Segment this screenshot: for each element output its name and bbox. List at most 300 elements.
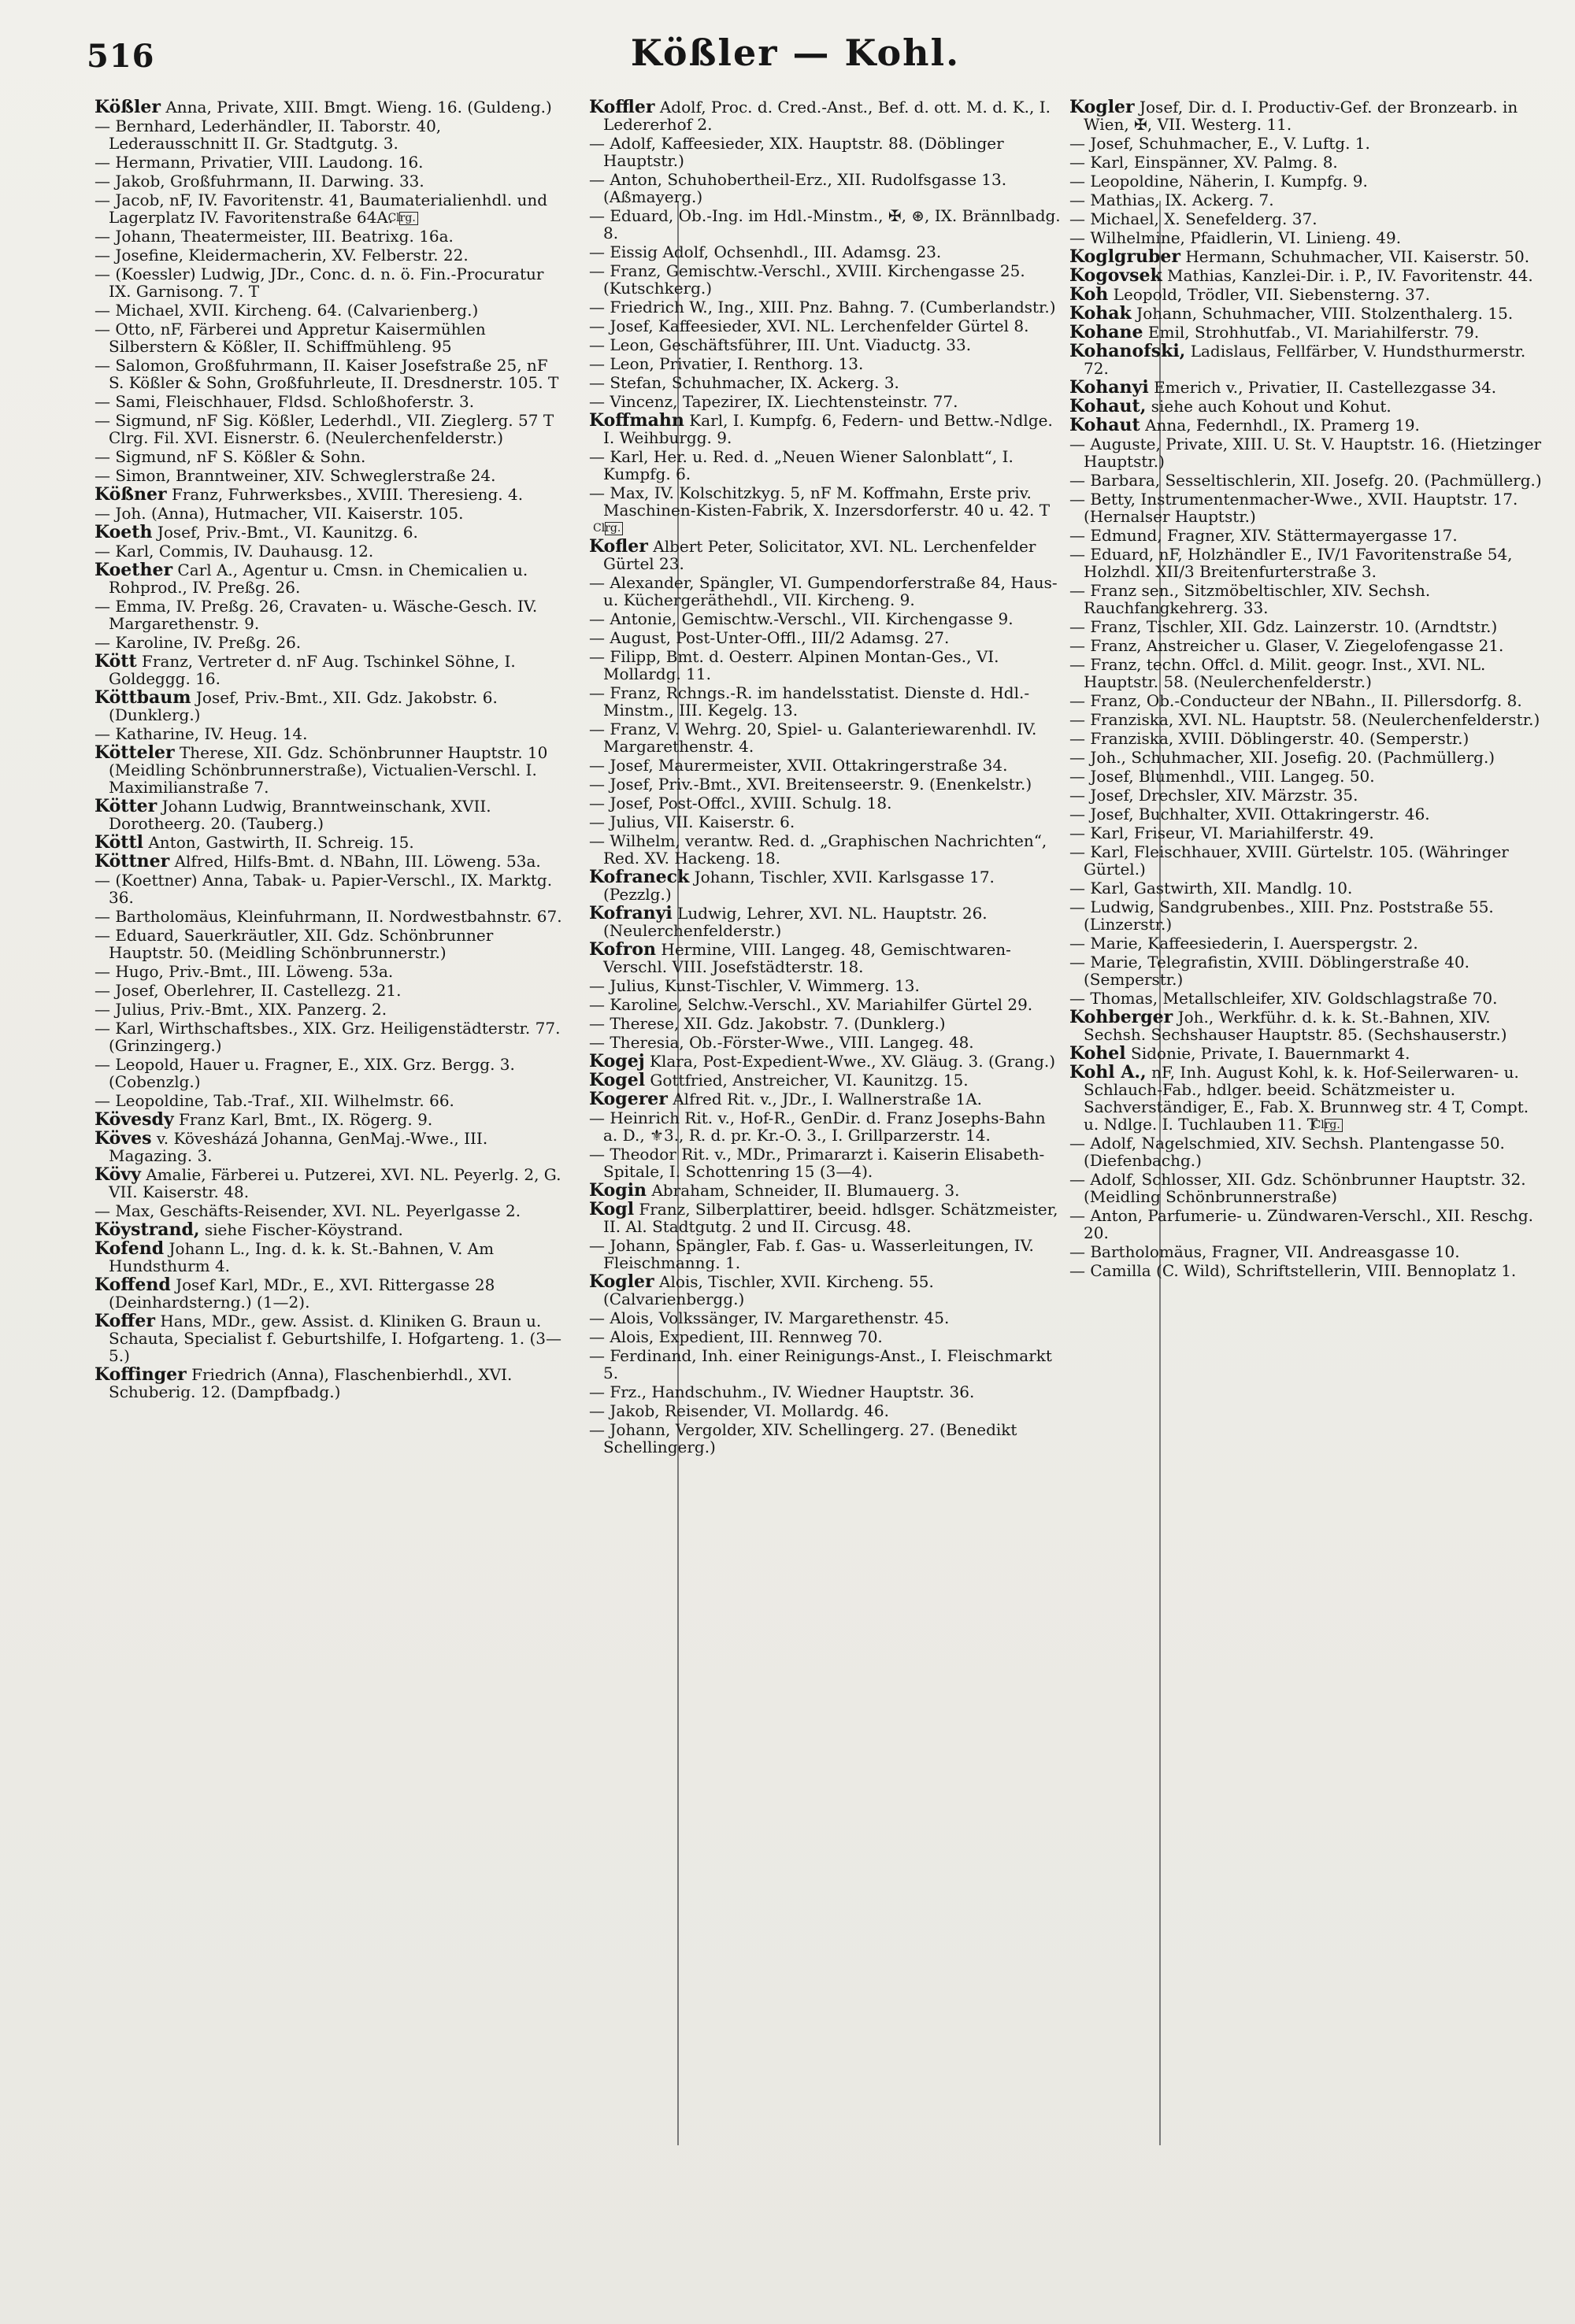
directory-entry <box>1069 656 1542 690</box>
directory-entry <box>589 574 1062 609</box>
entry-surname: Kövy <box>94 1164 141 1185</box>
entry-text: — Michael, XVII. Kircheng. 64. (Calvarienberg.) <box>94 301 479 320</box>
entry-text: — Heinrich Rit. v., Hof-R., GenDir. d. Franz Josephs-Bahn a. D., ⚜3., R. d. pr. Kr.-O. 3., I. Grillparzerstr. 14. <box>589 1108 1046 1145</box>
entry-text: — Franz, Ob.-Conducteur der NBahn., II. Pillersdorfg. 8. <box>1069 691 1522 710</box>
entry-surname: Kogin <box>589 1180 647 1201</box>
directory-entry <box>1069 898 1542 933</box>
directory-entry <box>589 1328 1062 1345</box>
directory-entry <box>1069 527 1542 544</box>
directory-entry <box>589 813 1062 831</box>
directory-entry <box>589 1015 1062 1032</box>
entry-text: Carl A., Agentur u. Cmsn. in Chemicalien u. Rohprod., IV. Preßg. 26. <box>109 561 528 597</box>
entry-text: — Ludwig, Sandgrubenbes., XIII. Pnz. Poststraße 55. (Linzerstr.) <box>1069 897 1494 934</box>
entry-surname: Kogler <box>1069 98 1135 117</box>
directory-entry <box>1069 786 1542 804</box>
entry-surname: Köves <box>94 1128 152 1149</box>
directory-entry <box>589 905 1062 939</box>
directory-entry <box>589 262 1062 297</box>
directory-entry <box>1069 990 1542 1007</box>
directory-entry <box>94 98 567 116</box>
entry-text: — Sigmund, nF Sig. Kößler, Lederhdl., VII. Zieglerg. 57 T Clrg. Fil. XVI. Eisnerstr. 6. (Neulerchenfelderstr.) <box>94 411 554 447</box>
entry-text: — Katharine, IV. Heug. 14. <box>94 724 308 743</box>
entry-text: — Adolf, Kaffeesieder, XIX. Hauptstr. 88. (Döblinger Hauptstr.) <box>589 134 1004 170</box>
directory-entry <box>589 1109 1062 1144</box>
entry-text: Alfred, Hilfs-Bmt. d. NBahn, III. Löweng. 53a. <box>174 852 541 871</box>
entry-text: Abraham, Schneider, II. Blumauerg. 3. <box>651 1181 960 1200</box>
directory-entry <box>589 648 1062 683</box>
directory-entry <box>1069 472 1542 489</box>
directory-entry <box>1069 286 1542 303</box>
entry-text: — Karoline, IV. Preßg. 26. <box>94 633 302 652</box>
directory-entry <box>94 982 567 999</box>
directory-entry <box>589 794 1062 812</box>
entry-text: — Franz, Gemischtw.-Verschl., XVIII. Kirchengasse 25. (Kutschkerg.) <box>589 261 1025 298</box>
entry-surname: Kofler <box>589 536 648 557</box>
entry-text: Johann, Tischler, XVII. Karlsgasse 17. (Pezzlg.) <box>603 868 995 904</box>
directory-entry <box>589 1421 1062 1456</box>
directory-entry <box>94 1020 567 1054</box>
column-2 <box>589 98 1062 2295</box>
entry-surname: Kößner <box>94 484 167 505</box>
directory-entry <box>94 191 567 226</box>
entry-surname: Kohberger <box>1069 1007 1173 1027</box>
directory-entry <box>94 172 567 190</box>
entry-text: — Bernhard, Lederhändler, II. Taborstr. 40, Lederausschnitt II. Gr. Stadtgutg. 3. <box>94 117 442 153</box>
entry-text: — Theodor Rit. v., MDr., Primararzt i. Kaiserin Elisabeth-Spitale, I. Schottenring 15 (3—4). <box>589 1145 1045 1181</box>
directory-entry <box>589 1145 1062 1180</box>
entry-text: Adolf, Proc. d. Cred.-Anst., Bef. d. ott. M. d. K., I. Ledererhof 2. <box>603 98 1051 134</box>
directory-entry <box>94 725 567 742</box>
directory-entry <box>94 505 567 522</box>
directory-entry <box>589 1034 1062 1051</box>
entry-text: — Josef, Priv.-Bmt., XVI. Breitenseerstr. 9. (Enenkelstr.) <box>589 775 1032 794</box>
entry-text: — Leon, Geschäftsführer, III. Unt. Viaductg. 33. <box>589 335 972 354</box>
entry-text: Anna, Private, XIII. Bmgt. Wieng. 16. (Guldeng.) <box>165 98 552 117</box>
entry-text: — Karl, Fleischhauer, XVIII. Gürtelstr. 105. (Währinger Gürtel.) <box>1069 842 1509 879</box>
entry-text: — Marie, Telegrafistin, XVIII. Döblingerstraße 40. (Semperstr.) <box>1069 953 1470 989</box>
entry-surname: Kofend <box>94 1238 165 1259</box>
directory-entry <box>589 1237 1062 1271</box>
directory-entry <box>589 484 1062 536</box>
entry-text: — Karl, Wirthschaftsbes., XIX. Grz. Heiligenstädterstr. 77. (Grinzingerg.) <box>94 1019 561 1055</box>
directory-entry <box>1069 1134 1542 1169</box>
entry-text: Franz, Fuhrwerksbes., XVIII. Theresieng. 4. <box>171 485 524 504</box>
directory-entry <box>589 720 1062 755</box>
entry-text: Franz Karl, Bmt., IX. Rögerg. 9. <box>179 1110 433 1129</box>
directory-entry <box>589 684 1062 719</box>
entry-surname: Kofraneck <box>589 867 690 887</box>
directory-entry <box>589 1273 1062 1308</box>
entry-text: Johann Ludwig, Branntweinschank, XVII. Dorotheerg. 20. (Tauberg.) <box>109 797 491 833</box>
entry-text: — Leopoldine, Tab.-Traf., XII. Wilhelmstr. 66. <box>94 1091 454 1110</box>
entry-text: — Emma, IV. Preßg. 26, Cravaten- u. Wäsche-Gesch. IV. Margarethenstr. 9. <box>94 597 538 633</box>
directory-entry <box>589 1309 1062 1327</box>
directory-entry <box>94 653 567 687</box>
directory-entry <box>589 941 1062 975</box>
entry-text: — Vincenz, Tapezirer, IX. Liechtensteinstr. 77. <box>589 392 958 411</box>
entry-text: Alois, Tischler, XVII. Kircheng. 55. (Calvarienbergg.) <box>603 1272 934 1308</box>
running-head: Kößler — Kohl. <box>630 31 961 74</box>
directory-entry <box>589 135 1062 169</box>
entry-text: — Stefan, Schuhmacher, IX. Ackerg. 3. <box>589 373 899 392</box>
directory-entry <box>94 963 567 980</box>
entry-surname: Koglgruber <box>1069 246 1180 267</box>
entry-surname: Kötteler <box>94 742 175 763</box>
entry-text: — Karl, Gastwirth, XII. Mandlg. 10. <box>1069 879 1353 897</box>
entry-text: — Josef, Maurermeister, XVII. Ottakringerstraße 34. <box>589 756 1008 775</box>
directory-entry <box>589 996 1062 1013</box>
directory-entry <box>94 1240 567 1275</box>
directory-entry <box>1069 618 1542 635</box>
entry-text: — Camilla (C. Wild), Schriftstellerin, VIII. Bennoplatz 1. <box>1069 1261 1517 1280</box>
entry-text: — Johann, Spängler, Fab. f. Gas- u. Wasserleitungen, IV. Fleischmanng. 1. <box>589 1236 1034 1272</box>
entry-surname: Kohanofski, <box>1069 341 1186 361</box>
directory-entry <box>1069 637 1542 654</box>
directory-entry <box>94 834 567 851</box>
entry-text: — Julius, Priv.-Bmt., XIX. Panzerg. 2. <box>94 1000 387 1019</box>
directory-entry <box>589 1090 1062 1108</box>
entry-text: — (Koettner) Anna, Tabak- u. Papier-Verschl., IX. Marktg. 36. <box>94 871 553 907</box>
directory-entry <box>589 412 1062 446</box>
entry-text: Josef, Priv.-Bmt., VI. Kaunitzg. 6. <box>157 523 418 542</box>
entry-text: — Eissig Adolf, Ochsenhdl., III. Adamsg. 23. <box>589 242 942 261</box>
directory-entry <box>589 1182 1062 1199</box>
clearing-badge: Clrg. <box>399 212 417 225</box>
entry-text: — Johann, Vergolder, XIV. Schellingerg. 27. (Benedikt Schellingerg.) <box>589 1420 1017 1456</box>
directory-entry <box>94 927 567 961</box>
entry-text: — Michael, X. Senefelderg. 37. <box>1069 209 1317 228</box>
directory-entry <box>94 561 567 596</box>
entry-text: Johann L., Ing. d. k. k. St.-Bahnen, V. Am Hundsthurm 4. <box>109 1239 495 1275</box>
directory-entry <box>94 246 567 264</box>
entry-surname: Köttner <box>94 851 170 872</box>
entry-text: Leopold, Trödler, VII. Siebensterng. 37. <box>1113 285 1430 304</box>
directory-entry <box>1069 135 1542 152</box>
entry-text: — Johann, Theatermeister, III. Beatrixg. 16a. <box>94 227 454 246</box>
directory-entry <box>1069 98 1542 133</box>
directory-entry <box>94 1056 567 1090</box>
directory-entry <box>94 797 567 832</box>
directory-entry <box>1069 416 1542 434</box>
directory-columns <box>94 98 1575 2295</box>
directory-entry <box>94 320 567 355</box>
directory-entry <box>589 1402 1062 1419</box>
entry-text: — Jakob, Großfuhrmann, II. Darwing. 33. <box>94 172 424 191</box>
directory-entry <box>1069 398 1542 415</box>
directory-entry <box>589 336 1062 353</box>
entry-text: — Thomas, Metallschleifer, XIV. Goldschlagstraße 70. <box>1069 989 1498 1008</box>
entry-text: Emerich v., Privatier, II. Castellezgasse 34. <box>1154 378 1497 397</box>
entry-text: — Josef, Kaffeesieder, XVI. NL. Lerchenfelder Gürtel 8. <box>589 316 1029 335</box>
entry-surname: Koffer <box>94 1311 155 1331</box>
entry-text: — Friedrich W., Ing., XIII. Pnz. Bahng. 7. (Cumberlandstr.) <box>589 298 1056 316</box>
entry-surname: Kohak <box>1069 303 1132 324</box>
entry-surname: Koether <box>94 560 173 580</box>
entry-text: — Karl, Her. u. Red. d. „Neuen Wiener Salonblatt“, I. Kumpfg. 6. <box>589 447 1014 483</box>
directory-entry <box>94 689 567 723</box>
directory-entry <box>94 1166 567 1201</box>
entry-text: — Franz, Rchngs.-R. im handelsstatist. Dienste d. Hdl.-Minstm., III. Kegelg. 13. <box>589 683 1030 720</box>
directory-entry <box>94 872 567 906</box>
directory-entry <box>94 908 567 925</box>
directory-entry <box>1069 154 1542 171</box>
directory-entry <box>1069 730 1542 747</box>
column-1 <box>94 98 567 2295</box>
directory-entry <box>94 1111 567 1128</box>
entry-text: Josef, Priv.-Bmt., XII. Gdz. Jakobstr. 6. (Dunklerg.) <box>109 688 498 724</box>
directory-entry <box>1069 1171 1542 1205</box>
directory-entry <box>1069 546 1542 580</box>
directory-entry <box>589 393 1062 410</box>
entry-text: — Franz, Anstreicher u. Glaser, V. Ziegelofengasse 21. <box>1069 636 1504 655</box>
entry-text: — Filipp, Bmt. d. Oesterr. Alpinen Montan-Ges., VI. Mollardg. 11. <box>589 647 999 683</box>
directory-entry <box>589 610 1062 627</box>
entry-text: Josef, Dir. d. I. Productiv-Gef. der Bronzearb. in Wien, ✠, VII. Westerg. 11. <box>1084 98 1518 134</box>
entry-text: — Alois, Volkssänger, IV. Margarethenstr. 45. <box>589 1308 950 1327</box>
entry-text: Therese, XII. Gdz. Schönbrunner Hauptstr. 10 (Meidling Schönbrunnerstraße), Victualien-Verschl. I. Maximilianstraße 7. <box>109 743 548 797</box>
entry-text: — Karoline, Selchw.-Verschl., XV. Mariahilfer Gürtel 29. <box>589 995 1033 1014</box>
directory-entry <box>94 412 567 446</box>
directory-entry <box>589 374 1062 391</box>
directory-entry <box>94 1001 567 1018</box>
directory-entry <box>1069 267 1542 284</box>
entry-text: — Josef, Drechsler, XIV. Märzstr. 35. <box>1069 786 1358 805</box>
directory-entry <box>589 868 1062 903</box>
entry-surname: Kött <box>94 651 137 672</box>
entry-surname: Kößler <box>94 98 161 117</box>
directory-entry <box>589 317 1062 335</box>
entry-text: Mathias, Kanzlei-Dir. i. P., IV. Favoritenstr. 44. <box>1167 266 1533 285</box>
entry-text: — Josef, Post-Offcl., XVIII. Schulg. 18. <box>589 794 892 812</box>
directory-entry <box>589 1201 1062 1235</box>
directory-entry <box>94 393 567 410</box>
entry-text: Hermann, Schuhmacher, VII. Kaiserstr. 50. <box>1185 247 1530 266</box>
entry-text: — Edmund, Fragner, XIV. Stättermayergasse 17. <box>1069 526 1458 545</box>
entry-text: — August, Post-Unter-Offl., III/2 Adamsg. 27. <box>589 628 950 647</box>
entry-surname: Kohane <box>1069 322 1143 342</box>
entry-surname: Kohaut <box>1069 415 1140 435</box>
directory-entry <box>94 1092 567 1109</box>
entry-text: — Otto, nF, Färberei und Appretur Kaisermühlen Silberstern & Kößler, II. Schiffmühleng. 95 <box>94 320 486 356</box>
entry-text: — Mathias, IX. Ackerg. 7. <box>1069 191 1274 209</box>
directory-entry <box>589 98 1062 133</box>
directory-entry <box>589 1071 1062 1089</box>
entry-text: Hermine, VIII. Langeg. 48, Gemischtwaren-Verschl. VIII. Josefstädterstr. 18. <box>603 940 1011 976</box>
directory-entry <box>1069 379 1542 396</box>
entry-text: — (Koessler) Ludwig, JDr., Conc. d. n. ö. Fin.-Procuratur IX. Garnisong. 7. T <box>94 265 544 301</box>
page-number: 516 <box>87 38 155 75</box>
entry-surname: Kogerer <box>589 1089 668 1109</box>
directory-entry <box>589 775 1062 793</box>
entry-text: — Wilhelm, verantw. Red. d. „Graphischen Nachrichten“, Red. XV. Hackeng. 18. <box>589 831 1047 868</box>
directory-entry <box>1069 749 1542 766</box>
directory-entry <box>1069 582 1542 616</box>
directory-entry <box>1069 305 1542 322</box>
directory-entry <box>94 542 567 560</box>
directory-entry <box>589 448 1062 483</box>
directory-entry <box>1069 172 1542 190</box>
directory-entry <box>1069 1262 1542 1279</box>
directory-entry <box>1069 711 1542 728</box>
directory-entry <box>1069 435 1542 470</box>
directory-entry <box>1069 210 1542 228</box>
entry-surname: Kogel <box>589 1070 646 1090</box>
entry-text: — Franz, V. Wehrg. 20, Spiel- u. Galanteriewarenhdl. IV. Margarethenstr. 4. <box>589 720 1037 756</box>
directory-entry <box>94 598 567 632</box>
directory-entry <box>94 853 567 870</box>
directory-entry <box>1069 953 1542 988</box>
entry-text: Alfred Rit. v., JDr., I. Wallnerstraße 1A. <box>673 1090 983 1108</box>
directory-entry <box>94 1130 567 1164</box>
directory-entry <box>1069 1243 1542 1260</box>
directory-entry <box>94 744 567 796</box>
entry-text: Ladislaus, Fellfärber, V. Hundsthurmerstr. 72. <box>1084 342 1526 378</box>
directory-entry <box>1069 229 1542 246</box>
entry-text: Sidonie, Private, I. Bauernmarkt 4. <box>1131 1044 1410 1063</box>
entry-text: — Simon, Branntweiner, XIV. Schweglerstraße 24. <box>94 466 496 485</box>
directory-entry <box>1069 490 1542 525</box>
directory-entry <box>94 228 567 245</box>
entry-text: — Josefine, Kleidermacherin, XV. Felberstr. 22. <box>94 246 469 265</box>
directory-entry <box>589 207 1062 242</box>
directory-entry <box>1069 324 1542 341</box>
entry-surname: Koffler <box>589 98 655 117</box>
directory-entry <box>589 298 1062 316</box>
entry-surname: Kogler <box>589 1271 654 1292</box>
directory-entry <box>94 357 567 391</box>
entry-surname: Kogl <box>589 1199 635 1219</box>
entry-text: — Anton, Parfumerie- u. Zündwaren-Verschl., XII. Reschg. 20. <box>1069 1206 1534 1242</box>
entry-text: — Josef, Oberlehrer, II. Castellezg. 21. <box>94 981 402 1000</box>
entry-text: Albert Peter, Solicitator, XVI. NL. Lerchenfelder Gürtel 23. <box>603 537 1036 573</box>
directory-entry <box>94 1366 567 1401</box>
entry-text: — Karl, Commis, IV. Dauhausg. 12. <box>94 542 374 561</box>
entry-text: — Marie, Kaffeesiederin, I. Auerspergstr. 2. <box>1069 934 1418 953</box>
entry-text: — Joh. (Anna), Hutmacher, VII. Kaiserstr. 105. <box>94 504 464 523</box>
entry-text: — Antonie, Gemischtw.-Verschl., VII. Kirchengasse 9. <box>589 609 1014 628</box>
directory-entry <box>589 757 1062 774</box>
directory-entry <box>94 1221 567 1238</box>
directory-entry <box>94 302 567 319</box>
entry-text: — Franz sen., Sitzmöbeltischler, XIV. Sechsh. Rauchfangkehrerg. 33. <box>1069 581 1431 617</box>
entry-text: — Betty, Instrumentenmacher-Wwe., XVII. Hauptstr. 17. (Hernalser Hauptstr.) <box>1069 490 1518 526</box>
entry-text: — Alexander, Spängler, VI. Gumpendorferstraße 84, Haus- u. Küchergeräthehdl., VII. Kircheng. 9. <box>589 573 1058 609</box>
entry-surname: Köystrand, <box>94 1219 200 1240</box>
entry-text: — Frz., Handschuhm., IV. Wiedner Hauptstr. 36. <box>589 1382 975 1401</box>
directory-entry <box>94 634 567 651</box>
directory-entry <box>589 1053 1062 1070</box>
directory-entry <box>94 1276 567 1311</box>
entry-text: Anton, Gastwirth, II. Schreig. 15. <box>148 833 414 852</box>
entry-surname: Köttbaum <box>94 687 191 708</box>
entry-text: — Salomon, Großfuhrmann, II. Kaiser Josefstraße 25, nF S. Kößler & Sohn, Großfuhrleute, II. Dresdnerstr. 105. T <box>94 356 559 392</box>
entry-text: — Karl, Einspänner, XV. Palmg. 8. <box>1069 153 1338 172</box>
entry-text: — Josef, Buchhalter, XVII. Ottakringerstr. 46. <box>1069 805 1430 823</box>
directory-entry <box>1069 1207 1542 1242</box>
directory-entry <box>94 265 567 300</box>
entry-text: — Auguste, Private, XIII. U. St. V. Hauptstr. 16. (Hietzinger Hauptstr.) <box>1069 435 1542 471</box>
entry-text: — Leopold, Hauer u. Fragner, E., XIX. Grz. Bergg. 3. (Cobenzlg.) <box>94 1055 515 1091</box>
entry-text: Ludwig, Lehrer, XVI. NL. Hauptstr. 26. (Neulerchenfelderstr.) <box>603 904 988 940</box>
entry-surname: Kogej <box>589 1051 645 1071</box>
directory-entry <box>589 538 1062 572</box>
entry-text: — Franz, techn. Offcl. d. Milit. geogr. Inst., XVI. NL. Hauptstr. 58. (Neulerchenfelderstr.) <box>1069 655 1486 691</box>
entry-text: — Bartholomäus, Kleinfuhrmann, II. Nordwestbahnstr. 67. <box>94 907 562 926</box>
entry-surname: Kohanyi <box>1069 377 1149 398</box>
clearing-badge: Clrg. <box>605 522 623 535</box>
directory-entry <box>94 1202 567 1219</box>
directory-entry <box>1069 824 1542 842</box>
entry-text: — Wilhelmine, Pfaidlerin, VI. Linieng. 49. <box>1069 228 1402 247</box>
entry-surname: Kötter <box>94 796 158 816</box>
entry-text: Klara, Post-Expedient-Wwe., XV. Gläug. 3. (Grang.) <box>650 1052 1056 1071</box>
directory-entry <box>1069 692 1542 709</box>
directory-entry <box>1069 805 1542 823</box>
entry-text: — Karl, Friseur, VI. Mariahilferstr. 49. <box>1069 823 1374 842</box>
entry-text: — Alois, Expedient, III. Rennweg 70. <box>589 1327 883 1346</box>
entry-text: siehe auch Kohout und Kohut. <box>1151 397 1392 416</box>
entry-surname: Kohaut, <box>1069 396 1147 416</box>
entry-text: — Theresia, Ob.-Förster-Wwe., VIII. Langeg. 48. <box>589 1033 974 1052</box>
entry-surname: Kogovsek <box>1069 265 1162 286</box>
entry-text: — Jacob, nF, IV. Favoritenstr. 41, Baumaterialienhdl. und Lagerplatz IV. Favoritenstraße 64A. <box>94 191 548 227</box>
entry-text: — Max, Geschäfts-Reisender, XVI. NL. Peyerlgasse 2. <box>94 1201 521 1220</box>
entry-text: Johann, Schuhmacher, VIII. Stolzenthalerg. 15. <box>1136 304 1514 323</box>
directory-entry <box>94 1312 567 1364</box>
entry-text: Joh., Werkführ. d. k. k. St.-Bahnen, XIV. Sechsh. Sechshauser Hauptstr. 85. (Sechshauserstr.) <box>1084 1008 1507 1044</box>
entry-text: — Eduard, Sauerkräutler, XII. Gdz. Schönbrunner Hauptstr. 50. (Meidling Schönbrunnerstr.) <box>94 926 494 962</box>
entry-text: — Julius, VII. Kaiserstr. 6. <box>589 812 795 831</box>
entry-text: — Bartholomäus, Fragner, VII. Andreasgasse 10. <box>1069 1242 1460 1261</box>
directory-entry <box>94 154 567 171</box>
entry-text: — Anton, Schuhobertheil-Erz., XII. Rudolfsgasse 13. (Aßmayerg.) <box>589 170 1007 206</box>
entry-text: — Therese, XII. Gdz. Jakobstr. 7. (Dunklerg.) <box>589 1014 946 1033</box>
entry-text: — Franz, Tischler, XII. Gdz. Lainzerstr. 10. (Arndtstr.) <box>1069 617 1498 636</box>
directory-entry <box>589 629 1062 646</box>
entry-text: — Adolf, Schlosser, XII. Gdz. Schönbrunner Hauptstr. 32. (Meidling Schönbrunnerstraße) <box>1069 1170 1526 1206</box>
entry-text: — Josef, Schuhmacher, E., V. Luftg. 1. <box>1069 134 1370 153</box>
directory-entry <box>1069 342 1542 377</box>
directory-entry <box>589 171 1062 205</box>
entry-text: — Sigmund, nF S. Kößler & Sohn. <box>94 447 366 466</box>
entry-surname: Kofranyi <box>589 903 673 923</box>
directory-entry <box>1069 768 1542 785</box>
entry-text: Josef Karl, MDr., E., XVI. Rittergasse 28 (Deinhardsterng.) (1—2). <box>109 1275 495 1312</box>
entry-text: — Max, IV. Kolschitzkyg. 5, nF M. Koffmahn, Erste priv. Maschinen-Kisten-Fabrik, X. Inzersdorferstr. 40 u. 42. T <box>589 483 1051 520</box>
directory-entry <box>94 117 567 152</box>
entry-surname: Kohel <box>1069 1043 1126 1064</box>
directory-entry <box>94 524 567 541</box>
entry-text: — Leopoldine, Näherin, I. Kumpfg. 9. <box>1069 172 1368 191</box>
directory-entry <box>589 832 1062 867</box>
entry-text: — Jakob, Reisender, VI. Mollardg. 46. <box>589 1401 889 1420</box>
entry-text: nF, Inh. August Kohl, k. k. Hof-Seilerwaren- u. Schlauch-Fab., hdlger. beeid. Schätzmeister u. Sachverständiger, E., Fab. X. Brunnweg str. 4 T, Compt. u. Ndlge. I. Tuchlauben 11. T <box>1084 1063 1529 1134</box>
entry-surname: Kövesdy <box>94 1109 174 1130</box>
directory-entry <box>1069 1008 1542 1043</box>
directory-entry <box>1069 879 1542 897</box>
entry-surname: Koh <box>1069 284 1109 305</box>
directory-entry <box>589 1347 1062 1382</box>
directory-entry <box>1069 191 1542 209</box>
page-header <box>87 31 1504 87</box>
entry-text: Franz, Vertreter d. nF Aug. Tschinkel Söhne, I. Goldeggg. 16. <box>109 652 516 688</box>
entry-text: — Joh., Schuhmacher, XII. Josefig. 20. (Pachmüllerg.) <box>1069 748 1495 767</box>
directory-entry <box>589 243 1062 261</box>
directory-entry <box>94 486 567 503</box>
entry-surname: Koffmahn <box>589 410 684 431</box>
entry-surname: Kohl A., <box>1069 1062 1147 1082</box>
entry-text: — Josef, Blumenhdl., VIII. Langeg. 50. <box>1069 767 1375 786</box>
